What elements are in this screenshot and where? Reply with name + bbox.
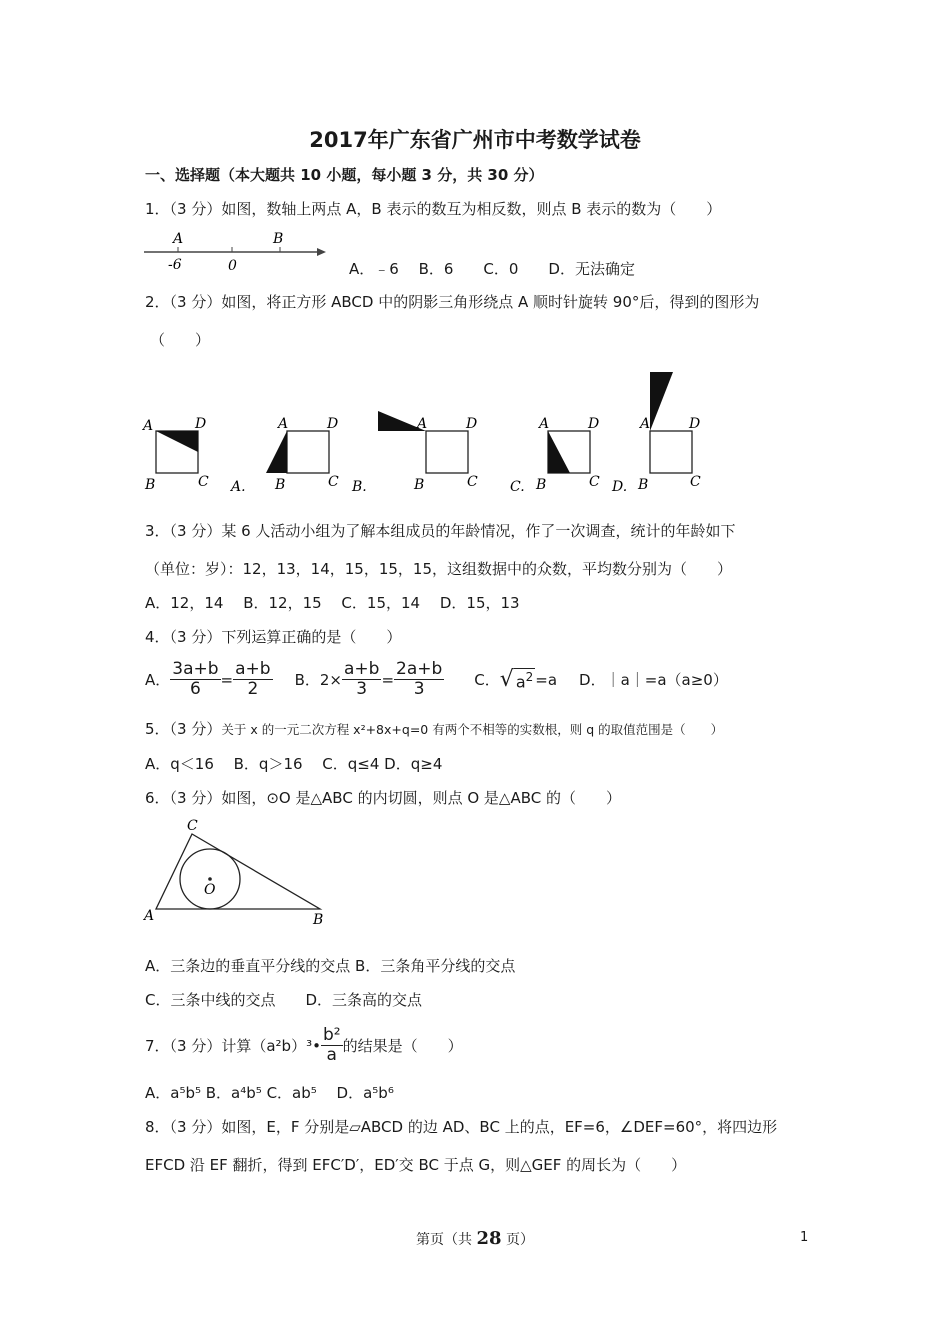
svg-text:B: B bbox=[414, 477, 425, 493]
svg-text:A: A bbox=[640, 416, 651, 432]
svg-text:D: D bbox=[466, 416, 478, 432]
number-line-figure bbox=[142, 228, 332, 274]
tick-neg6: -6 bbox=[168, 257, 182, 273]
q4-b-frac1: $\frac{a+b}{3}$ bbox=[343, 659, 380, 699]
orig-b-label: B bbox=[145, 477, 156, 493]
question-6-options-1: A．三条边的垂直平分线的交点 B．三条角平分线的交点 bbox=[145, 957, 516, 975]
q4-option-d: D．｜a｜=a（a≥0） bbox=[579, 671, 728, 689]
question-6-text: 6．（3 分）如图，⊙O 是△ABC 的内切圆，则点 O 是△ABC 的（ ） bbox=[145, 789, 621, 807]
q4-sqrt: √ $a^2$ bbox=[499, 667, 534, 693]
question-8-line2: EFCD 沿 EF 翻折，得到 EFC′D′，ED′交 BC 于点 G，则△GEF 的周长为（ ） bbox=[145, 1156, 687, 1174]
svg-text:C: C bbox=[328, 474, 339, 490]
rotation-figures bbox=[140, 368, 720, 498]
svg-text:C: C bbox=[589, 474, 600, 490]
question-5-text: 5．（3 分）关于 x 的一元二次方程 x²+8x+q=0 有两个不相等的实数根，则 q 的取值范围是（ ） bbox=[145, 720, 724, 738]
q4-b-frac2: $\frac{2a+b}{3}$ bbox=[396, 659, 443, 699]
option-c-label: C. bbox=[510, 479, 525, 495]
svg-text:D: D bbox=[689, 416, 701, 432]
svg-text:B: B bbox=[536, 477, 547, 493]
option-d-label: D. bbox=[612, 479, 628, 495]
option-b-label: B. bbox=[352, 479, 367, 495]
option-c-figure bbox=[535, 416, 600, 493]
question-7-options: A．a⁵b⁵ B．a⁴b⁵ C．ab⁵ D．a⁵b⁶ bbox=[145, 1084, 394, 1102]
svg-text:A: A bbox=[539, 416, 550, 432]
q4-option-a-label: A． bbox=[145, 671, 171, 689]
svg-text:A: A bbox=[144, 908, 155, 924]
question-7-text: 7．（3 分）计算（a²b）³• $\frac{\text{b²}}{a}$ 的结果是（ ） bbox=[145, 1025, 463, 1065]
question-2-line2: （ ） bbox=[150, 331, 211, 349]
question-1-text: 1．（3 分）如图，数轴上两点 A，B 表示的数互为相反数，则点 B 表示的数为（ ） bbox=[145, 200, 722, 218]
orig-c-label: C bbox=[198, 474, 209, 490]
orig-d-label: D bbox=[195, 416, 207, 432]
svg-text:B: B bbox=[313, 912, 324, 928]
option-a-label: A. bbox=[231, 479, 246, 495]
point-b-label: B bbox=[273, 231, 284, 247]
q4-option-b-label: B．2× bbox=[294, 671, 342, 689]
page-title: 2017年广东省广州市中考数学试卷 bbox=[309, 128, 641, 152]
option-b-figure bbox=[378, 411, 478, 493]
svg-text:C: C bbox=[187, 818, 198, 834]
question-1-options: A．﹣6 B．6 C．0 D．无法确定 bbox=[349, 260, 635, 278]
question-4-options: A． $\frac{3a+b}{6}$ = $\frac{a+b}{2}$ B．2× $\frac{a+b}{3}$ = $\frac{2a+b}{3}$ C． √ $a^2$ =a D．｜a｜=a（a≥0） bbox=[145, 659, 728, 699]
question-3-options: A．12，14 B．12，15 C．15，14 D．15，13 bbox=[145, 594, 520, 612]
option-d-figure bbox=[637, 372, 701, 493]
svg-text:A: A bbox=[278, 416, 289, 432]
svg-text:C: C bbox=[690, 474, 701, 490]
question-5-options: A．q＜16 B．q＞16 C．q≤4 D．q≥4 bbox=[145, 755, 443, 773]
svg-text:D: D bbox=[327, 416, 339, 432]
original-square bbox=[141, 416, 209, 493]
point-a-label: A bbox=[173, 231, 184, 247]
q7-frac: $\frac{\text{b²}}{a}$ bbox=[322, 1025, 341, 1065]
question-8-line1: 8．（3 分）如图，E，F 分别是▱ABCD 的边 AD、BC 上的点，EF=6，∠DEF=60°，将四边形 bbox=[145, 1118, 778, 1136]
page-footer: 第页（共 28 页） bbox=[416, 1228, 534, 1249]
tick-zero: 0 bbox=[228, 258, 237, 274]
question-4-text: 4．（3 分）下列运算正确的是（ ） bbox=[145, 628, 402, 646]
svg-text:A: A bbox=[417, 416, 428, 432]
question-3-line2: （单位：岁）：12，13，14，15，15，15，这组数据中的众数，平均数分别为（ ） bbox=[145, 560, 733, 578]
question-6-options-2: C．三条中线的交点 D．三条高的交点 bbox=[145, 991, 423, 1009]
question-3-line1: 3．（3 分）某 6 人活动小组为了解本组成员的年龄情况，作了一次调查，统计的年龄如下 bbox=[145, 522, 736, 540]
option-a-figure bbox=[266, 416, 339, 493]
svg-text:O: O bbox=[204, 882, 216, 898]
svg-text:B: B bbox=[275, 477, 286, 493]
q4-a-frac1: $\frac{3a+b}{6}$ bbox=[172, 659, 219, 699]
svg-text:D: D bbox=[588, 416, 600, 432]
section-heading: 一、选择题（本大题共 10 小题，每小题 3 分，共 30 分） bbox=[145, 166, 544, 184]
question-2-line1: 2．（3 分）如图，将正方形 ABCD 中的阴影三角形绕点 A 顺时针旋转 90°后，得到的图形为 bbox=[145, 293, 760, 311]
orig-a-label: A bbox=[143, 418, 154, 434]
incircle-figure bbox=[140, 812, 340, 930]
svg-text:B: B bbox=[638, 477, 649, 493]
q4-a-frac2: $\frac{a+b}{2}$ bbox=[235, 659, 271, 699]
svg-text:C: C bbox=[467, 474, 478, 490]
page-number: 1 bbox=[800, 1230, 809, 1245]
q4-option-c-label: C． bbox=[474, 671, 500, 689]
